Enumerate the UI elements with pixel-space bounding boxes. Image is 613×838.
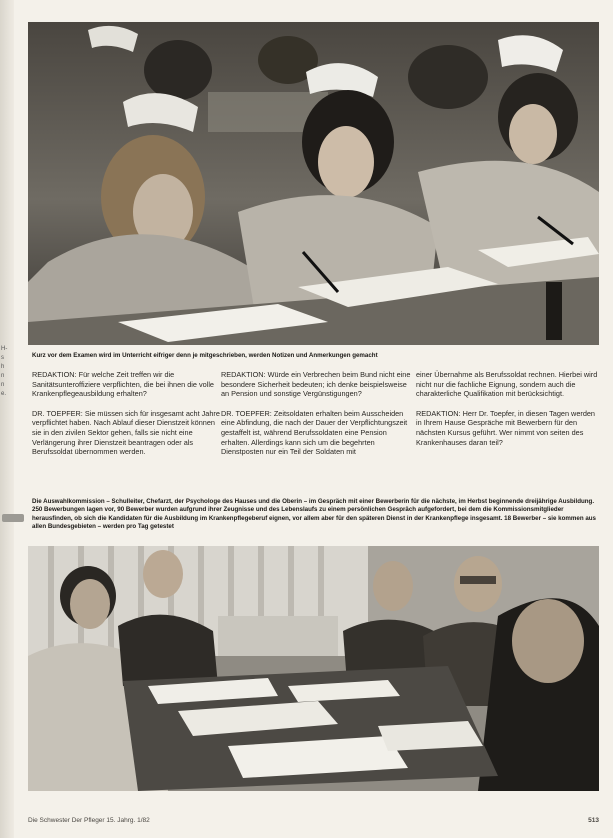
page-spine-shadow (0, 0, 14, 838)
page-number: 513 (588, 817, 599, 824)
interview-paragraph: DR. TOEPFER: Zeitsoldaten erhalten beim Ausscheiden eine Abfindung, die nach der Dauer der Verpflichtungszeit gestaffelt ist, während Berufssoldaten eine Pension erhalten. Allerdings kann sich um die begehrten Dienstposten nur ein Teil der Soldaten mit (221, 408, 408, 457)
margin-text-fragment: H- s h n n e. (1, 346, 8, 397)
interview-column-3 (416, 370, 598, 457)
interview-column-1 (32, 370, 222, 467)
top-photo-caption: Kurz vor dem Examen wird im Unterricht eifriger denn je mitgeschrieben, werden Notizen und Anmerkungen gemacht (32, 352, 378, 359)
interview-paragraph: REDAKTION: Würde ein Verbrechen beim Bund nicht eine besondere Sicherheit bedeuten; ich denke beispielsweise an Pension und sonstige Vergünstigungen? (221, 370, 411, 399)
interview-paragraph: einer Übernahme als Berufssoldat rechnen. Hierbei wird nicht nur die fachliche Eignung, sondern auch die charakterliche Qualifikation mit berücksichtigt. (416, 370, 598, 399)
page-footer (28, 817, 599, 829)
interview-paragraph: REDAKTION: Für welche Zeit treffen wir die Sanitätsunteroffiziere verpflichten, die bei ihnen die volle Krankenpflegeausbildung erhalten? (32, 370, 214, 399)
interview-paragraph: REDAKTION: Herr Dr. Toepfer, in diesen Tagen werden in Ihrem Hause Gespräche mit Bewerbern für den nächsten Kursus geführt. Wer nimmt von seiten des Krankenhauses daran teil? (416, 408, 595, 447)
top-photo-classroom (28, 22, 599, 345)
footer-publication: Die Schwester Der Pfleger 15. Jahrg. 1/82 (28, 817, 150, 824)
interview-paragraph: DR. TOEPFER: Sie müssen sich für insgesamt acht Jahre verpflichtet haben. Nach Ablauf dieser Dienstzeit können sie in den zivilen Sektor gehen, falls sie nicht eine Verlängerung ihrer Dienstzeit beantragen oder als Berufssoldat übernommen werden. (32, 408, 220, 457)
bottom-photo-committee (28, 546, 599, 791)
interview-column-2 (221, 370, 411, 467)
paper-clip-mark (2, 514, 24, 522)
bottom-photo-caption: Die Auswahlkommission – Schulleiter, Chefarzt, der Psychologe des Hauses und die Oberin – im Gespräch mit einer Bewerberin für die nächste, im Herbst beginnende dreijährige Ausbildung. 250 Bewerbungen lagen vor, 90 Bewerber wurden aufgrund ihrer Zeugnisse und des Lebenslaufs zu einem persönlichen Gespräch aufgefordert, bei dem die Kommissionsmitglieder herausfinden, ob sich die Kandidaten für die Ausbildung im Krankenpflegeberuf eignen, vor allem aber für den späteren Dienst in der Krankenpflege insgesamt. 18 Bewerber – sie kommen aus allen Bundesgebieten – werden pro Tag getestet (32, 498, 597, 531)
